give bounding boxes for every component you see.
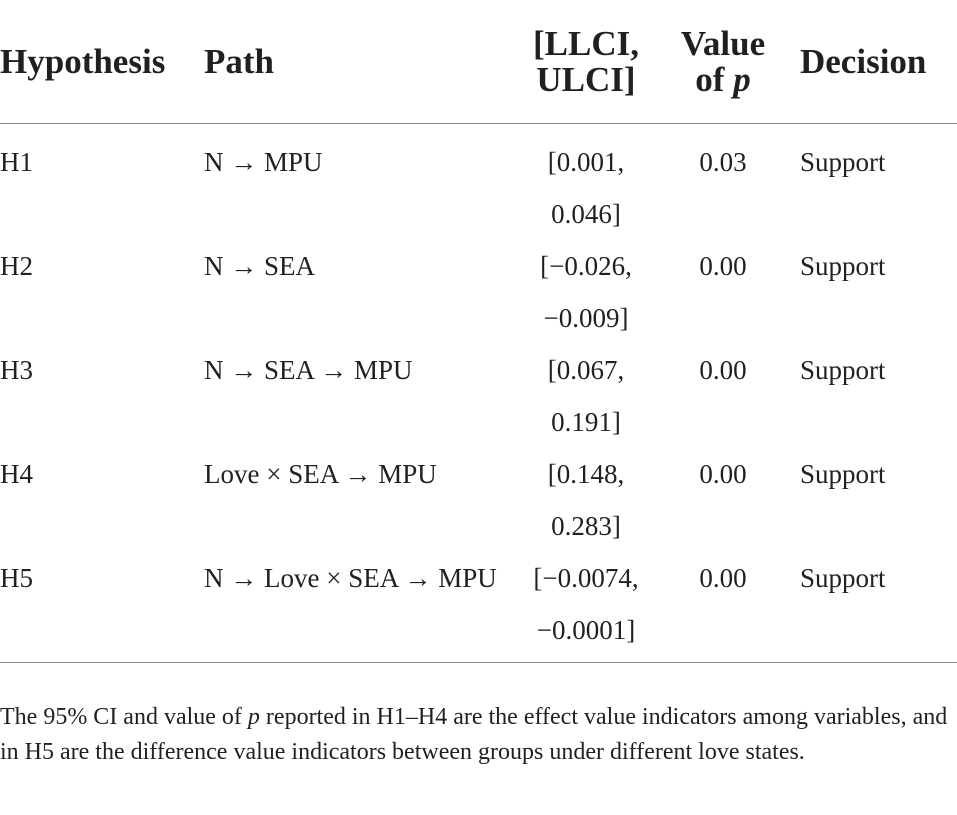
cell-decision: Support xyxy=(800,147,886,177)
cell-p-value: 0.00 xyxy=(699,251,747,281)
cell-p-value: 0.03 xyxy=(699,147,747,177)
cell-ci xyxy=(516,344,656,448)
header-ci xyxy=(526,26,646,98)
cell-path: Love × SEA → MPU xyxy=(204,459,437,489)
cell-ci-high: 0.191] xyxy=(551,407,621,437)
cell-ci-low: [−0.0074, xyxy=(533,563,639,593)
header-path: Path xyxy=(204,42,274,81)
cell-decision: Support xyxy=(800,251,886,281)
cell-ci-low: [−0.026, xyxy=(540,251,632,281)
cell-ci xyxy=(516,448,656,552)
cell-ci-high: 0.046] xyxy=(551,199,621,229)
cell-ci xyxy=(516,240,656,344)
header-decision: Decision xyxy=(800,42,927,81)
cell-ci xyxy=(516,552,656,656)
cell-path: N → MPU xyxy=(204,147,323,177)
header-p-line1: Value xyxy=(680,24,766,63)
cell-ci-high: −0.009] xyxy=(543,303,629,333)
cell-p-value: 0.00 xyxy=(699,563,747,593)
header-p-line2 xyxy=(668,62,778,98)
cell-hypothesis: H3 xyxy=(0,355,33,385)
table-row xyxy=(0,228,957,332)
cell-decision: Support xyxy=(800,563,886,593)
header-p-symbol: p xyxy=(733,60,751,99)
table-row xyxy=(0,332,957,436)
cell-path: N → SEA → MPU xyxy=(204,355,413,385)
header-hypothesis: Hypothesis xyxy=(0,42,166,81)
cell-hypothesis: H5 xyxy=(0,563,33,593)
footer-rule xyxy=(0,662,957,663)
cell-ci-low: [0.148, xyxy=(547,459,625,489)
cell-hypothesis: H4 xyxy=(0,459,33,489)
table-row xyxy=(0,436,957,540)
cell-ci-high: −0.0001] xyxy=(536,615,636,645)
cell-path: N → SEA xyxy=(204,251,316,281)
header-ci-line2: ULCI] xyxy=(536,60,636,99)
cell-ci-high: 0.283] xyxy=(551,511,621,541)
cell-hypothesis: H2 xyxy=(0,251,33,281)
header-ci-line1: [LLCI, xyxy=(533,24,639,63)
table-footnote xyxy=(0,700,950,770)
header-p-prefix: of xyxy=(695,60,734,99)
cell-decision: Support xyxy=(800,459,886,489)
footnote-part1: The 95% CI and value of xyxy=(0,704,248,730)
cell-ci-low: [0.001, xyxy=(547,147,625,177)
cell-decision: Support xyxy=(800,355,886,385)
cell-p-value: 0.00 xyxy=(699,459,747,489)
cell-path: N → Love × SEA → MPU xyxy=(204,563,497,593)
table-header xyxy=(0,0,957,124)
header-p-value xyxy=(668,26,778,98)
table-row xyxy=(0,540,957,644)
table-row xyxy=(0,124,957,228)
cell-p-value: 0.00 xyxy=(699,355,747,385)
cell-ci-low: [0.067, xyxy=(547,355,625,385)
footnote-p-symbol: p xyxy=(247,704,260,730)
cell-hypothesis: H1 xyxy=(0,147,33,177)
footnote-part2: reported in H1–H4 are the effect value indicators among variables, and in H5 are the difference value indicators between groups under different love states. xyxy=(0,704,948,765)
cell-ci xyxy=(516,136,656,240)
